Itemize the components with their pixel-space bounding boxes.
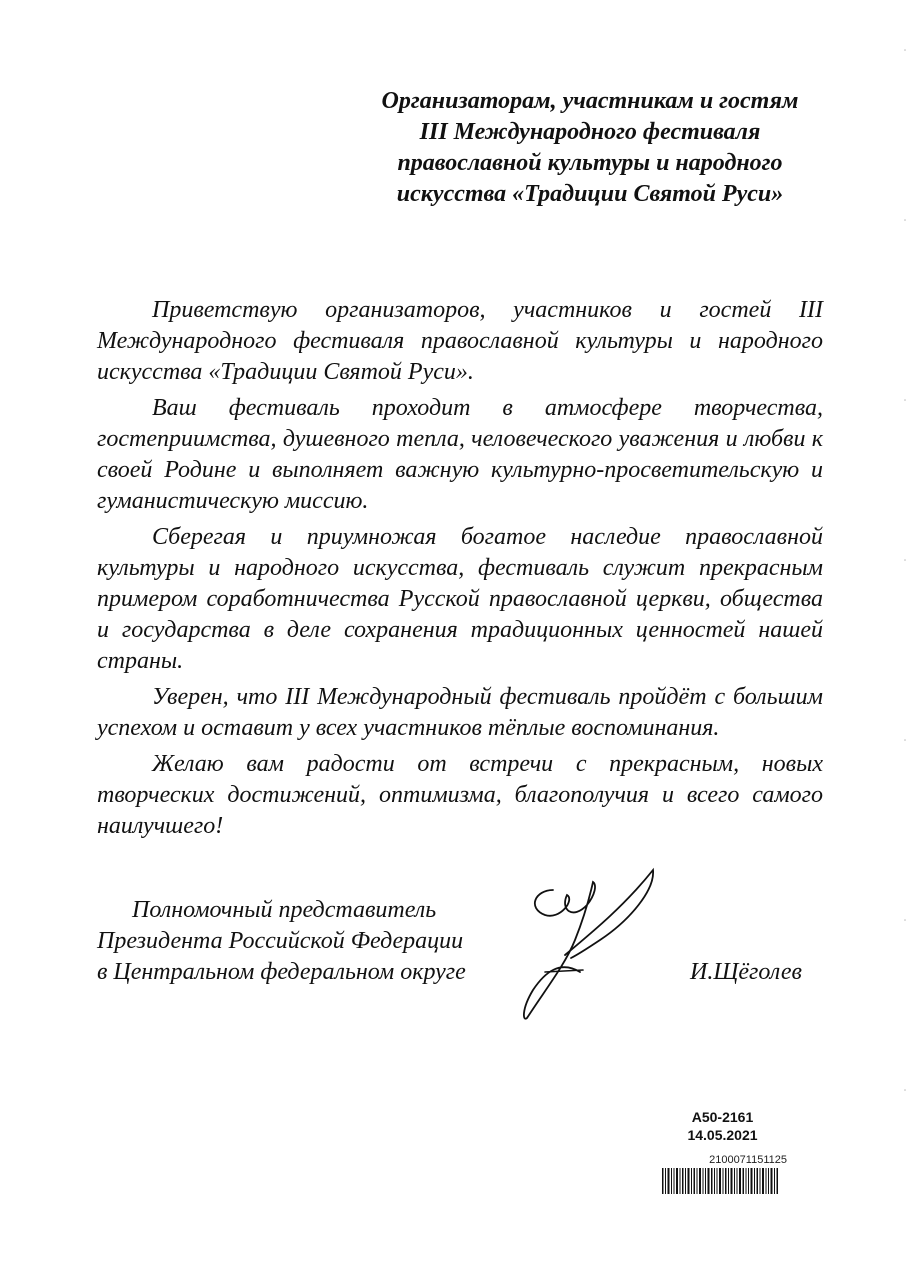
addressee-heading — [330, 86, 850, 210]
letter-body — [97, 295, 823, 847]
signer-name: И.Щёголев — [690, 959, 802, 985]
signatory-title-line: в Центральном федеральном округе — [97, 959, 466, 985]
barcode-number: 2100071151125 — [709, 1154, 787, 1166]
handwritten-signature — [505, 860, 670, 1025]
body-paragraph: Приветствую организаторов, участников и гостей III Международного фестиваля православной культуры и народного искусства «Традиции Святой Руси». — [97, 297, 823, 385]
body-paragraph: Уверен, что III Международный фестиваль пройдёт с большим успехом и оставит у всех участников тёплые воспоминания. — [97, 684, 823, 741]
heading-line: Организаторам, участникам и гостям — [381, 88, 799, 114]
signatory-title-line: Президента Российской Федерации — [97, 928, 464, 954]
barcode — [662, 1168, 780, 1194]
signatory-title-line: Полномочный представитель — [132, 897, 437, 923]
heading-line: III Международного фестиваля — [419, 119, 761, 145]
body-paragraph: Ваш фестиваль проходит в атмосфере творчества, гостеприимства, душевного тепла, человеческого уважения и любви к своей Родине и выполняет важную культурно-просветительскую и гуманистическую миссию. — [97, 395, 823, 514]
scan-edge-marks — [903, 40, 907, 1140]
registration-number: А50-2161 — [691, 1109, 754, 1125]
heading-line: православной культуры и народного — [397, 150, 783, 176]
body-paragraph: Сберегая и приумножая богатое наследие православной культуры и народного искусства, фестиваль служит прекрасным примером соработничества Русской православной церкви, общества и государства в деле сохранения традиционных ценностей нашей страны. — [97, 524, 823, 674]
body-paragraph: Желаю вам радости от встречи с прекрасным, новых творческих достижений, оптимизма, благополучия и всего самого наилучшего! — [97, 751, 823, 839]
registration-date: 14.05.2021 — [687, 1127, 758, 1143]
heading-line: искусства «Традиции Святой Руси» — [396, 181, 784, 207]
registration-stamp — [660, 1108, 785, 1144]
signatory-title — [97, 895, 517, 988]
